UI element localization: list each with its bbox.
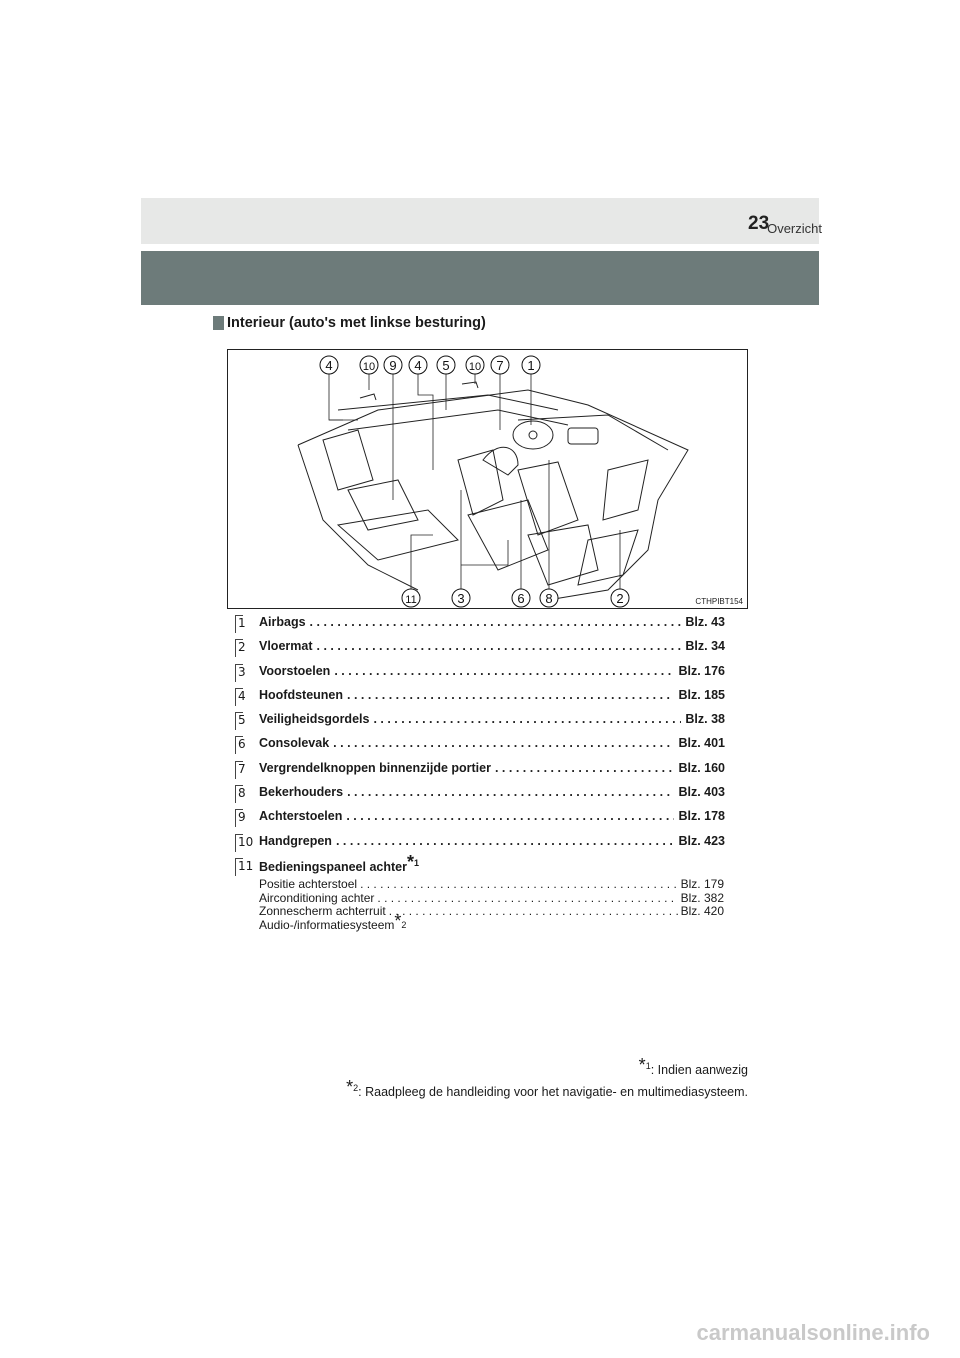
item-page: Blz. 38 [685,712,725,727]
sub-item [259,878,724,892]
sub-item [259,892,724,906]
item-page: Blz. 423 [678,833,725,848]
item-page: Blz. 403 [678,785,725,800]
item-number: 1 [235,615,252,632]
callout-label: 11 [405,594,417,606]
figure-code: CTHPIBT154 [695,597,743,606]
title-band [141,251,819,305]
sub-item-label: Zonnescherm achterruit [259,904,386,918]
page-number: 23 [748,213,770,234]
item-label: Achterstoelen [259,809,343,824]
item-label: Airbags [259,615,306,629]
item-label: Handgrepen [259,833,332,848]
sub-item-label: Airconditioning achter [259,890,375,905]
sub-item-label: Positie achterstoel [259,877,358,891]
callout-label: 1 [527,358,535,373]
header-band [141,198,819,244]
sub-item-page: Blz. 179 [680,877,724,891]
list-item [235,661,725,685]
subheading-text: Interieur (auto's met linkse besturing) [227,315,486,331]
footnote: $^{*2}$: Raadpleeg de handleiding voor het navigatie- en multimediasysteem. [346,1077,748,1100]
footnote-ref: 2 [401,919,407,930]
callout-label: 6 [517,591,525,606]
item-label: Consolevak [259,736,330,751]
callout-label: 2 [616,591,624,606]
item-number: 11 [235,858,252,875]
item-page: Blz. 178 [678,809,725,824]
item-page: Blz. 185 [678,687,725,702]
sub-item-list [259,878,724,932]
item-page: Blz. 401 [678,736,725,751]
footnote: $^{*1}$: Indien aanwezig [638,1055,748,1078]
callout-label: 8 [545,591,553,606]
sub-item-page: Blz. 382 [680,890,724,905]
list-item [235,636,725,660]
sub-item: Audio-/informatiesysteem * 2 [259,910,407,932]
item-number: 8 [235,785,252,802]
footnote-ref: 1 [413,857,419,868]
sub-item [259,905,724,919]
item-number: 3 [235,664,252,681]
watermark: carmanualsonline.info [696,1320,930,1345]
item-number: 9 [235,809,252,826]
list-item [235,612,725,636]
item-number: 2 [235,639,252,656]
sub-item-page: Blz. 420 [680,904,724,918]
list-item [235,831,725,855]
callout-label: 9 [389,358,397,373]
item-label: Bekerhouders [259,785,344,800]
item-page: Blz. 160 [678,760,725,775]
list-item [235,709,725,733]
item-label: Vergrendelknoppen binnenzijde portier [259,760,491,775]
interior-illustration [228,350,747,608]
item-label: Voorstoelen [259,663,331,678]
item-label: Bedieningspaneel achter$^{*1}$ [259,851,419,875]
list-item [235,851,725,879]
list-item [235,758,725,782]
item-number: 4 [235,688,252,705]
interior-figure [227,349,748,609]
item-label: Vloermat [259,639,313,654]
list-item [235,782,725,806]
callout-label: 4 [414,358,422,373]
item-number: 7 [235,761,252,778]
item-number: 6 [235,736,252,753]
sub-item-label: Audio-/informatiesysteem [259,917,395,932]
list-item [235,685,725,709]
callout-label: 10 [362,361,376,373]
callout-top [320,356,540,374]
subheading [213,315,486,331]
item-page: Blz. 34 [685,639,725,654]
footnotes [346,1057,748,1101]
callout-label: 3 [457,591,465,606]
item-number: 5 [235,712,252,729]
item-page: Blz. 176 [678,663,725,678]
callout-label: 4 [325,358,333,373]
item-label: Veiligheidsgordels [259,712,370,727]
section-name: Overzicht [767,221,822,236]
item-number: 10 [235,834,252,851]
list-item [235,806,725,830]
item-list [235,612,725,879]
square-bullet-icon [213,316,224,330]
callout-label: 10 [468,361,482,373]
item-label: Hoofdsteunen [259,687,344,702]
callout-label: 5 [442,358,450,373]
item-page: Blz. 43 [685,615,725,629]
callout-label: 7 [496,358,504,373]
list-item [235,733,725,757]
